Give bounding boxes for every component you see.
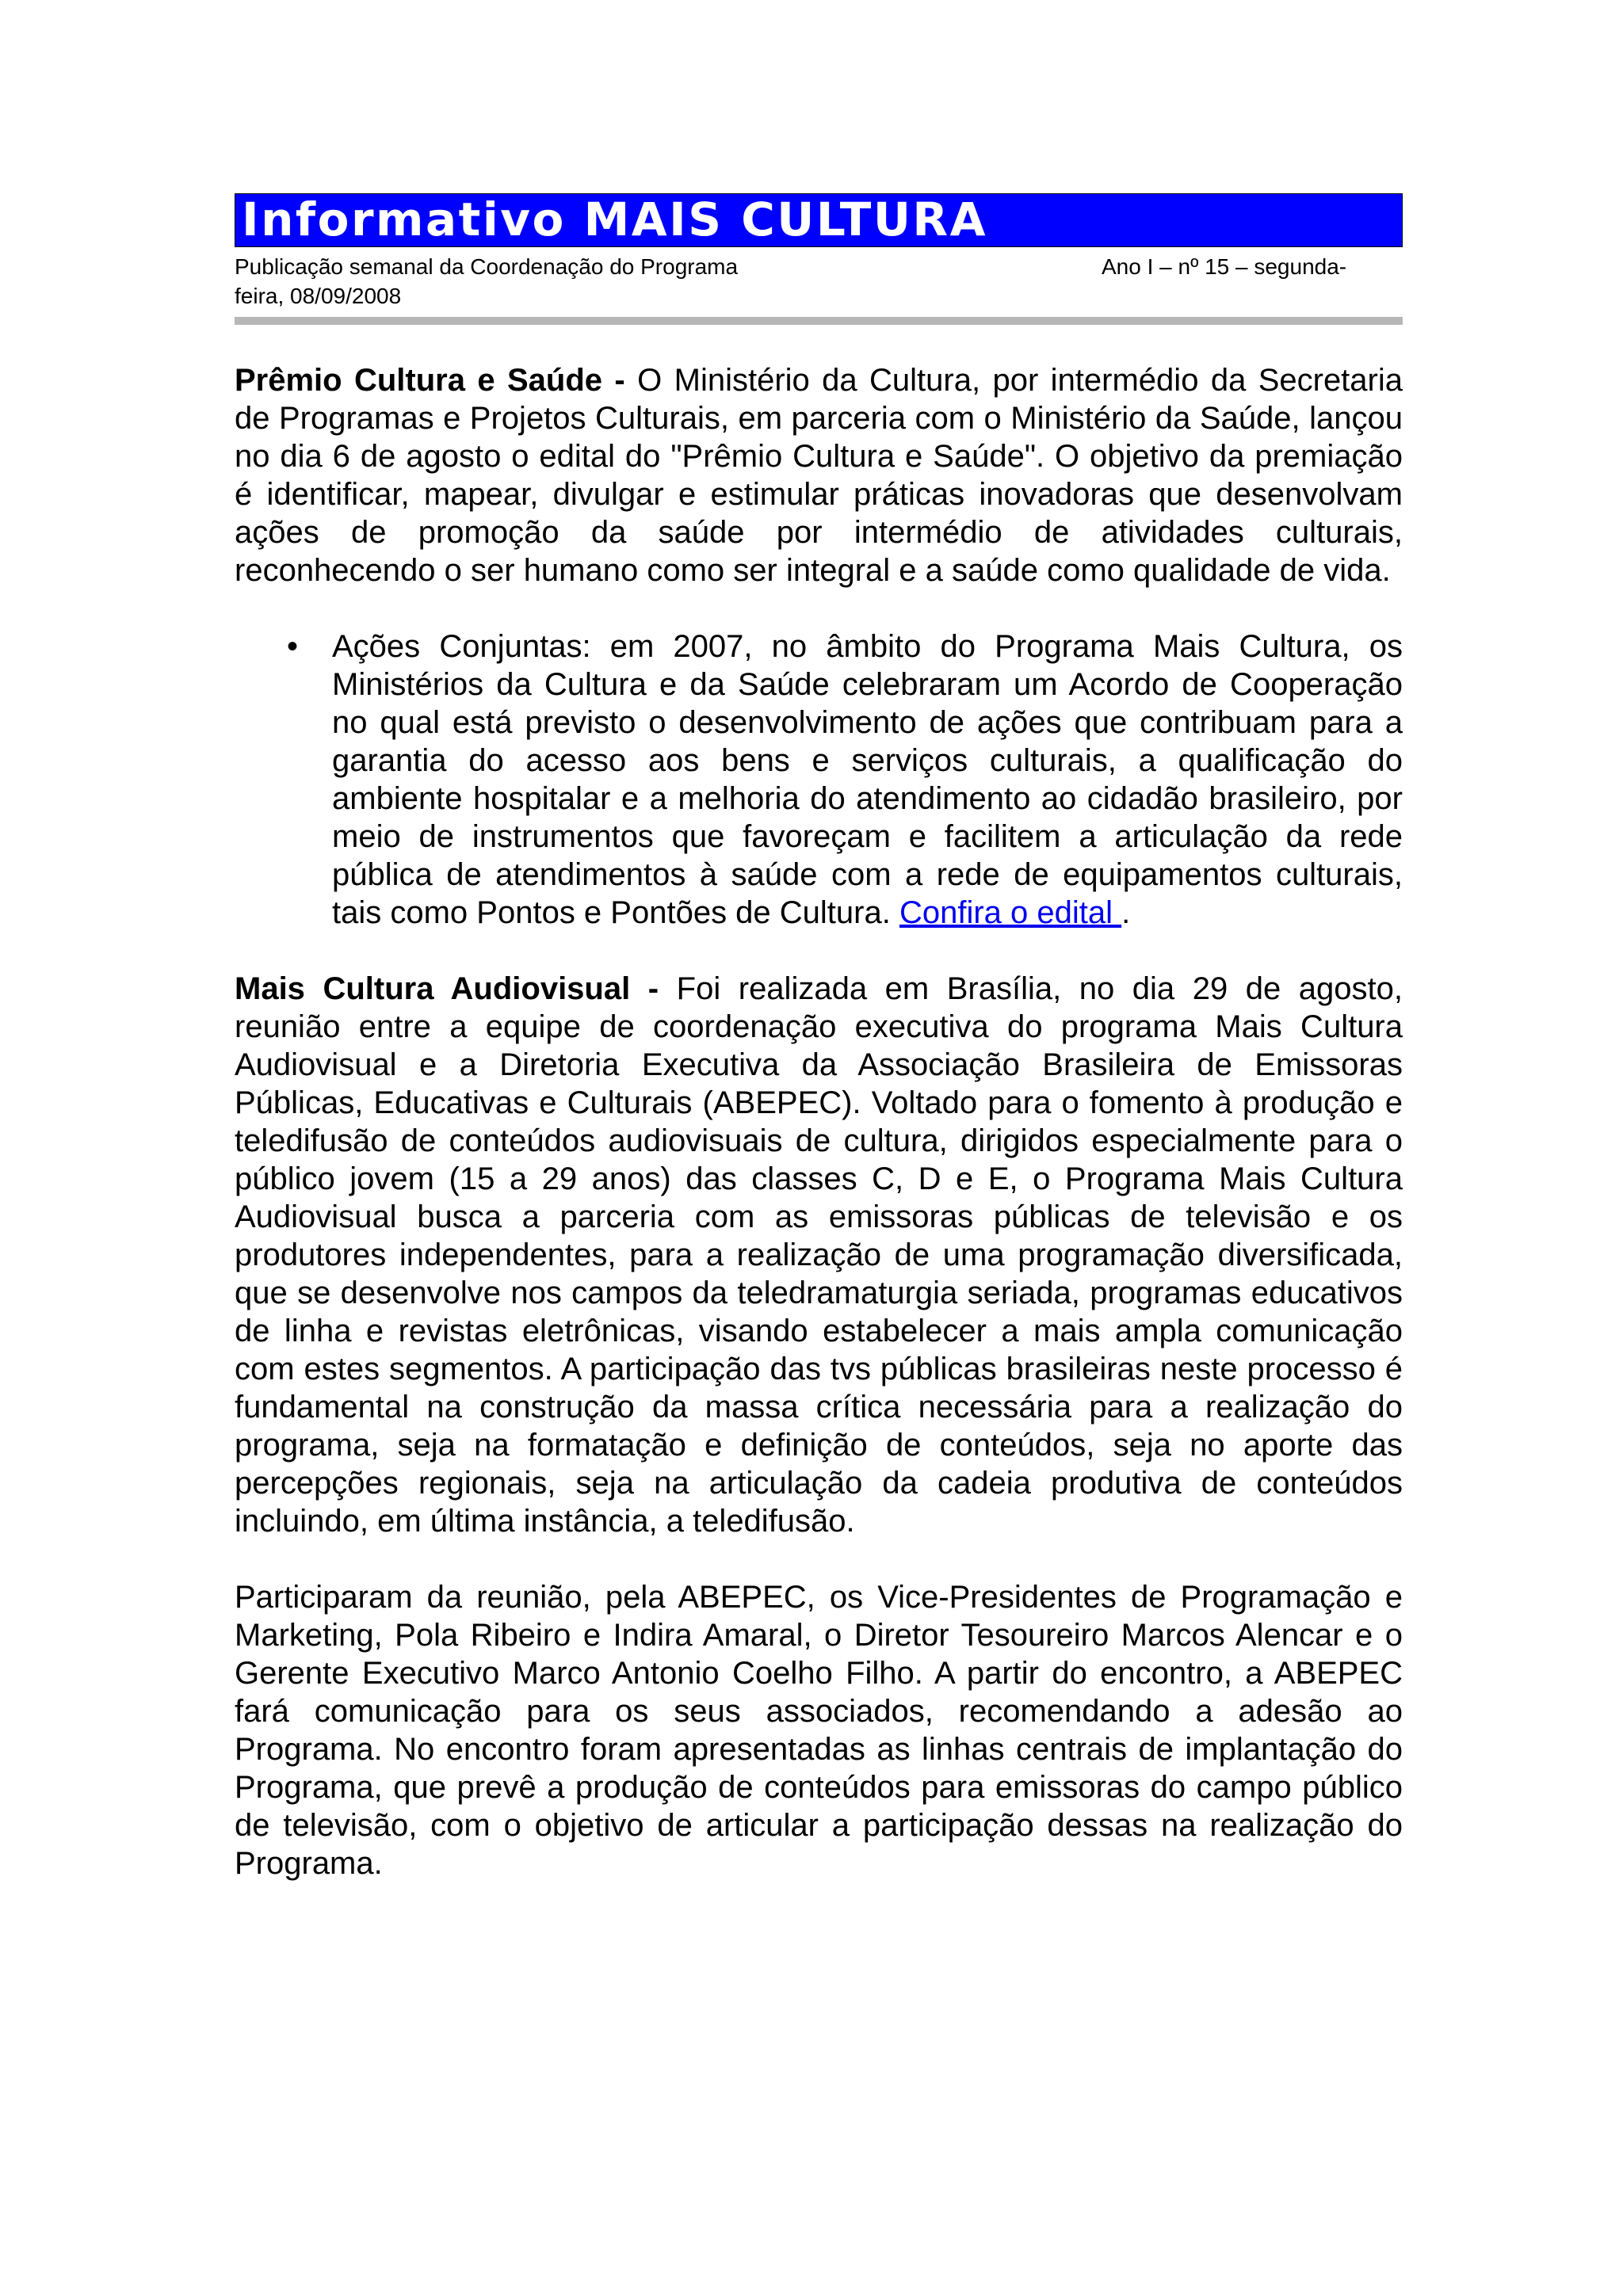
bullet-item-acoes-conjuntas (235, 627, 1403, 932)
article-mais-cultura-audiovisual (235, 970, 1403, 1540)
publication-info (235, 252, 1403, 317)
confira-edital-link[interactable]: Confira o edital (899, 895, 1122, 930)
publication-date: feira, 08/09/2008 (235, 284, 402, 308)
issue-number: Ano I – nº 15 – segunda- (1102, 254, 1347, 279)
link-trailing-punctuation: . (1121, 895, 1131, 930)
newsletter-banner (235, 193, 1403, 247)
article-text: Foi realizada em Brasília, no dia 29 de agosto, reunião entre a equipe de coordenação executiva do programa Mais Cultura Audiovisual e a Diretoria Executiva da Associação Brasileira de Emissoras Públicas, Educativas e Culturais (ABEPEC). Voltado para o fomento à produção e teledifusão de conteúdos audiovisuais de cultura, dirigidos especialmente para o público jovem (15 a 29 anos) das classes C, D e E, o Programa Mais Cultura Audiovisual busca a parceria com as emissoras públicas de televisão e os produtores independentes, para a realização de uma programação diversificada, que se desenvolve nos campos da teledramaturgia seriada, programas educativos de linha e revistas eletrônicas, visando estabelecer a mais ampla comunicação com estes segmentos. A participação das tvs públicas brasileiras neste processo é fundamental na construção da massa crítica necessária para a realização do programa, seja na formatação e definição de conteúdos, seja no aporte das percepções regionais, seja na articulação da cadeia produtiva de conteúdos incluindo, em última instância, a teledifusão. (235, 971, 1403, 1539)
article-heading: Mais Cultura Audiovisual - (235, 971, 659, 1006)
article-heading: Prêmio Cultura e Saúde - (235, 363, 625, 398)
article-text: O Ministério da Cultura, por intermédio da Secretaria de Programas e Projetos Culturais, em parceria com o Ministério da Saúde, lançou no dia 6 de agosto o edital do "Prêmio Cultura e Saúde". O objetivo da premiação é identificar, mapear, divulgar e estimular práticas inovadoras que desenvolvam ações de promoção da saúde por intermédio de atividades culturais, reconhecendo o ser humano como ser integral e a saúde como qualidade de vida. (235, 363, 1403, 588)
bullet-text (332, 627, 1403, 932)
publication-description-line1: Publicação semanal da Coordenação do Programa (235, 254, 739, 279)
acoes-text: Ações Conjuntas: em 2007, no âmbito do Programa Mais Cultura, os Ministérios da Cultura e da Saúde celebraram um Acordo de Cooperação no qual está previsto o desenvolvimento de ações que contribuam para a garantia do acesso aos bens e serviços culturais, a qualificação do ambiente hospitalar e a melhoria do atendimento ao cidadão brasileiro, por meio de instrumentos que favoreçam e facilitem a articulação da rede pública de atendimentos à saúde com a rede de equipamentos culturais, tais como Pontos e Pontões de Cultura. (332, 629, 1403, 930)
article-text: Participaram da reunião, pela ABEPEC, os Vice-Presidentes de Programação e Marketing, Pola Ribeiro e Indira Amaral, o Diretor Tesoureiro Marcos Alencar e o Gerente Executivo Marco Antonio Coelho Filho. A partir do encontro, a ABEPEC fará comunicação para os seus associados, recomendando a adesão ao Programa. No encontro foram apresentadas as linhas centrais de implantação do Programa, que prevê a produção de conteúdos para emissoras do campo público de televisão, com o objetivo de articular a participação dessas na realização do Programa. (235, 1580, 1403, 1881)
header-divider (235, 317, 1403, 325)
article-premio-cultura-saude (235, 361, 1403, 589)
document-page (235, 193, 1403, 1882)
bullet-icon: • (287, 629, 299, 664)
newsletter-title: Informativo MAIS CULTURA (242, 193, 987, 246)
article-participaram (235, 1578, 1403, 1882)
